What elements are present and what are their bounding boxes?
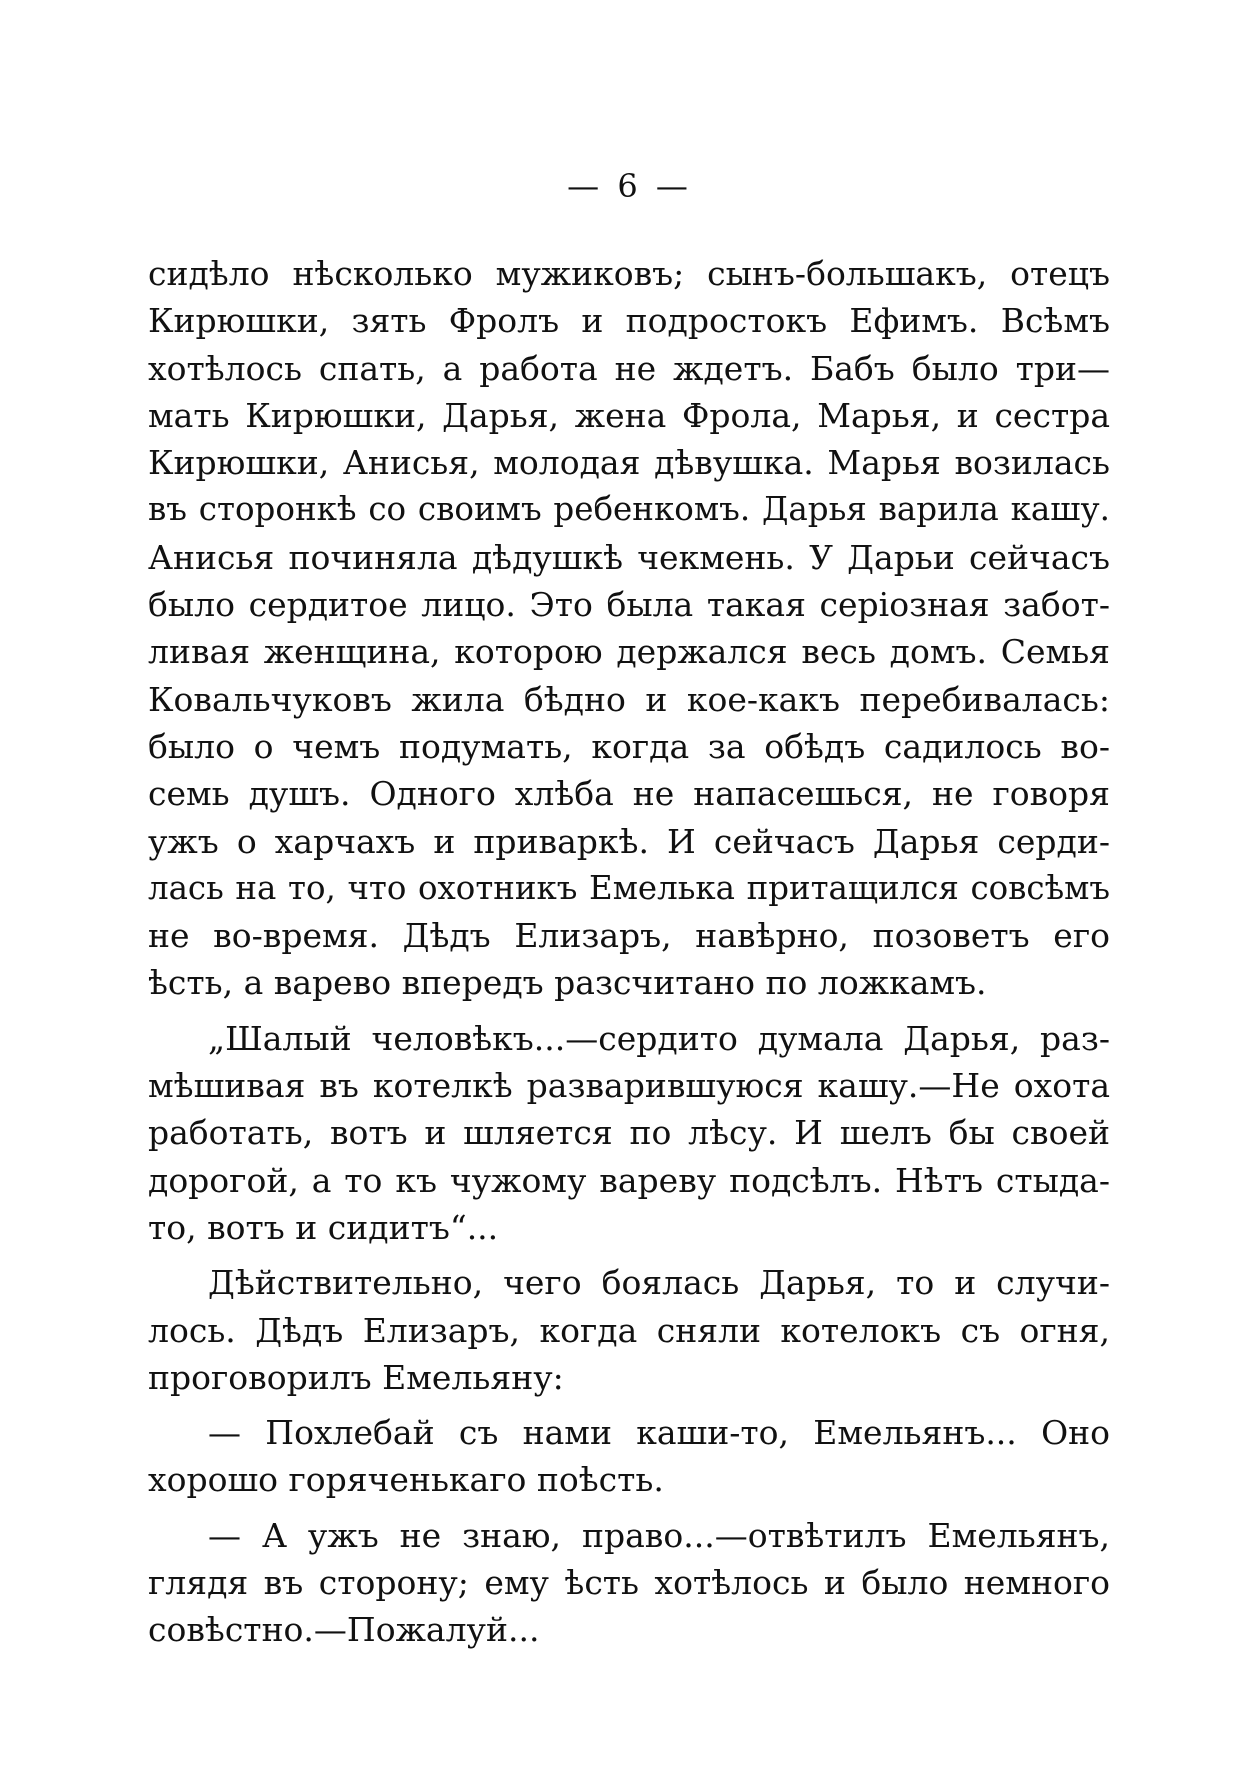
text-line: было о чемъ подумать, когда за обѣдъ садилось во- [148,726,1110,766]
text-line: дорогой, а то къ чужому вареву подсѣлъ. Нѣтъ стыда- [148,1160,1110,1200]
text-line: хорошо горяченькаго поѣсть. [148,1460,664,1500]
text-line: совѣстно.—Пожалуй... [148,1610,540,1650]
text-line: то, вотъ и сидитъ“... [148,1207,499,1247]
text-line: сидѣло нѣсколько мужиковъ; сынъ-большакъ, отецъ [148,254,1110,293]
text-line: ливая женщина, которою держался весь домъ. Семья [148,632,1110,672]
body-text [148,250,1110,1654]
text-line: Дѣйствительно, чего боялась Дарья, то и случи- [208,1263,1110,1303]
text-line: семь душъ. Одного хлѣба не напасешься, не говоря [148,774,1110,814]
text-line: было сердитое лицо. Это была такая серіозная забот- [148,585,1110,625]
text-line: ѣсть, а варево впередъ разсчитано по ложкамъ. [148,963,987,1003]
text-line: проговорилъ Емельяну: [148,1357,564,1397]
text-line: ужъ о харчахъ и приваркѣ. И сейчасъ Дарья серди- [148,821,1110,861]
text-line: — Похлебай съ нами каши-то, Емельянъ... Оно [208,1413,1110,1453]
text-line: глядя въ сторону; ему ѣсть хотѣлось и было немного [148,1563,1110,1603]
text-line: Анисья починяла дѣдушкѣ чекмень. У Дарьи сейчасъ [148,537,1110,577]
text-line: — А ужъ не знаю, право...—отвѣтилъ Емельянъ, [208,1515,1110,1555]
text-line: Кирюшки, зять Фролъ и подростокъ Ефимъ. Всѣмъ [148,301,1110,341]
paragraph-gap [148,1504,1110,1512]
paragraph-gap [148,1401,1110,1409]
text-line: лась на то, что охотникъ Емелька притащился совсѣмъ [148,868,1110,907]
text-line: „Шалый человѣкъ...—сердито думала Дарья, раз- [208,1018,1110,1058]
text-line: хотѣлось спать, а работа не ждетъ. Бабъ было три— [148,348,1110,388]
text-line: мѣшивая въ котелкѣ разварившуюся кашу.—Не охота [148,1066,1110,1106]
page-number: — 6 — [567,167,692,205]
text-line: не во-время. Дѣдъ Елизаръ, навѣрно, позоветъ его [148,916,1110,956]
text-line: лось. Дѣдъ Елизаръ, когда сняли котелокъ съ огня, [148,1310,1110,1350]
paragraph-gap [148,1251,1110,1259]
text-line: Кирюшки, Анисья, молодая дѣвушка. Марья возилась [148,443,1110,483]
text-line: въ сторонкѣ со своимъ ребенкомъ. Дарья варила кашу. [148,490,1110,529]
paragraph-gap [148,1007,1110,1015]
text-line: мать Кирюшки, Дарья, жена Фрола, Марья, и сестра [148,395,1110,435]
text-line: работать, вотъ и шляется по лѣсу. И шелъ бы своей [148,1113,1110,1153]
text-line: Ковальчуковъ жила бѣдно и кое-какъ перебивалась: [148,679,1110,719]
